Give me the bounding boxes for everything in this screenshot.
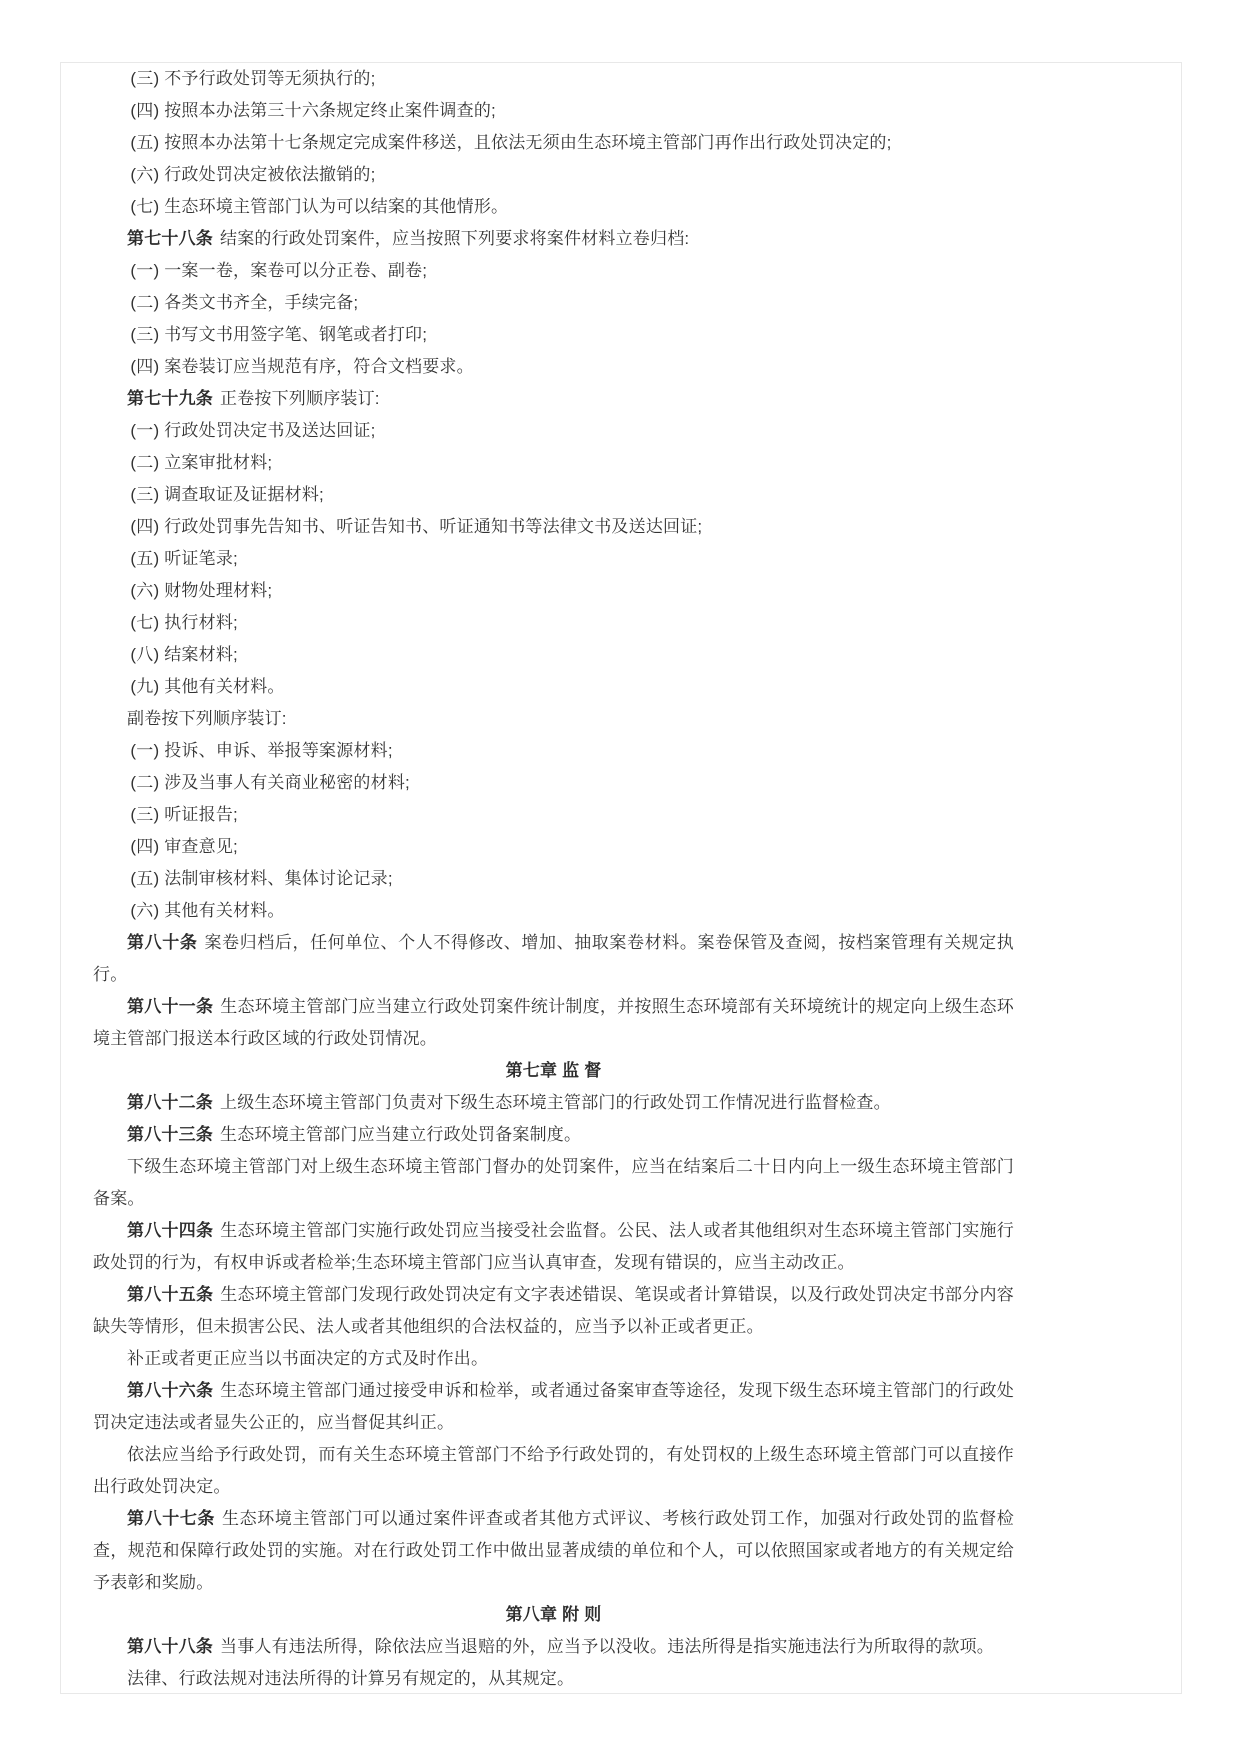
article-text: 正卷按下列顺序装订:: [220, 389, 380, 408]
law-article: [93, 223, 1014, 255]
list-item: (三) 调查取证及证据材料;: [130, 485, 324, 504]
article-text: 生态环境主管部门可以通过案件评查或者其他方式评议、考核行政处罚工作，加强对行政处罚的监督检查，规范和保障行政处罚的实施。对在行政处罚工作中做出显著成绩的单位和个人，可以依照国家或者地方的有关规定给予表彰和奖励。: [93, 1509, 1015, 1592]
article-text: 生态环境主管部门发现行政处罚决定有文字表述错误、笔误或者计算错误，以及行政处罚决定书部分内容缺失等情形，但未损害公民、法人或者其他组织的合法权益的，应当予以补正或者更正。: [93, 1285, 1014, 1336]
law-article: [93, 1215, 1014, 1279]
article-text: 当事人有违法所得，除依法应当退赔的外，应当予以没收。违法所得是指实施违法行为所取得的款项。: [220, 1637, 994, 1656]
article-text: 上级生态环境主管部门负责对下级生态环境主管部门的行政处罚工作情况进行监督检查。: [220, 1093, 891, 1112]
law-article: [93, 1503, 1014, 1599]
law-article: [93, 991, 1014, 1055]
article-text: 生态环境主管部门应当建立行政处罚案件统计制度，并按照生态环境部有关环境统计的规定向上级生态环境主管部门报送本行政区域的行政处罚情况。: [93, 997, 1014, 1048]
list-item: (一) 一案一卷，案卷可以分正卷、副卷;: [130, 261, 428, 280]
list-item: (九) 其他有关材料。: [130, 677, 285, 696]
article-number: 第八十二条: [127, 1093, 213, 1112]
article-number: 第八十五条: [127, 1285, 214, 1304]
list-item: (一) 投诉、申诉、举报等案源材料;: [130, 741, 393, 760]
article-number: 第八十条: [127, 933, 198, 952]
list-item: (六) 行政处罚决定被依法撤销的;: [130, 165, 376, 184]
paragraph: 补正或者更正应当以书面决定的方式及时作出。: [127, 1349, 489, 1368]
article-text: 生态环境主管部门实施行政处罚应当接受社会监督。公民、法人或者其他组织对生态环境主管部门实施行政处罚的行为，有权申诉或者检举;生态环境主管部门应当认真审查，发现有错误的，应当主动改正。: [93, 1221, 1014, 1272]
article-number: 第七十八条: [127, 229, 213, 248]
list-item: (五) 按照本办法第十七条规定完成案件移送，且依法无须由生态环境主管部门再作出行政处罚决定的;: [130, 133, 892, 152]
list-item: (二) 立案审批材料;: [130, 453, 273, 472]
article-text: 生态环境主管部门通过接受申诉和检举，或者通过备案审查等途径，发现下级生态环境主管部门的行政处罚决定违法或者显失公正的，应当督促其纠正。: [93, 1381, 1014, 1432]
paragraph: 下级生态环境主管部门对上级生态环境主管部门督办的处罚案件，应当在结案后二十日内向上一级生态环境主管部门备案。: [93, 1157, 1014, 1208]
document-page: [60, 62, 1182, 1694]
law-article: [93, 1279, 1014, 1343]
article-number: 第八十六条: [127, 1381, 214, 1400]
list-item: (五) 听证笔录;: [130, 549, 238, 568]
list-item: (四) 行政处罚事先告知书、听证告知书、听证通知书等法律文书及送达回证;: [130, 517, 703, 536]
law-article: [93, 1375, 1014, 1439]
list-item: (五) 法制审核材料、集体讨论记录;: [130, 869, 393, 888]
paragraph: 法律、行政法规对违法所得的计算另有规定的，从其规定。: [127, 1669, 575, 1688]
law-article: [93, 1119, 1014, 1151]
article-text: 生态环境主管部门应当建立行政处罚备案制度。: [220, 1125, 582, 1144]
list-item: (一) 行政处罚决定书及送达回证;: [130, 421, 376, 440]
article-text: 案卷归档后，任何单位、个人不得修改、增加、抽取案卷材料。案卷保管及查阅，按档案管理有关规定执行。: [93, 933, 1014, 984]
list-item: (四) 按照本办法第三十六条规定终止案件调查的;: [130, 101, 496, 120]
list-item: (四) 审查意见;: [130, 837, 238, 856]
list-item: (七) 执行材料;: [130, 613, 238, 632]
list-item: (七) 生态环境主管部门认为可以结案的其他情形。: [130, 197, 509, 216]
list-item: (六) 财物处理材料;: [130, 581, 273, 600]
article-number: 第八十一条: [127, 997, 214, 1016]
article-number: 第八十七条: [127, 1509, 216, 1528]
law-article: [93, 383, 1014, 415]
law-article: [93, 1631, 1014, 1663]
article-number: 第八十四条: [127, 1221, 214, 1240]
list-item: (三) 听证报告;: [130, 805, 238, 824]
list-item: (三) 书写文书用签字笔、钢笔或者打印;: [130, 325, 428, 344]
law-article: [93, 927, 1014, 991]
paragraph: 副卷按下列顺序装订:: [127, 709, 287, 728]
article-number: 第七十九条: [127, 389, 213, 408]
list-item: (四) 案卷装订应当规范有序，符合文档要求。: [130, 357, 474, 376]
paragraph: 依法应当给予行政处罚，而有关生态环境主管部门不给予行政处罚的，有处罚权的上级生态环境主管部门可以直接作出行政处罚决定。: [93, 1445, 1014, 1496]
article-text: 结案的行政处罚案件，应当按照下列要求将案件材料立卷归档:: [220, 229, 690, 248]
chapter-heading: 第七章 监 督: [505, 1061, 602, 1080]
list-item: (三) 不予行政处罚等无须执行的;: [130, 69, 376, 88]
chapter-heading: 第八章 附 则: [505, 1605, 602, 1624]
list-item: (二) 各类文书齐全，手续完备;: [130, 293, 359, 312]
article-number: 第八十八条: [127, 1637, 213, 1656]
list-item: (六) 其他有关材料。: [130, 901, 285, 920]
document-content: [93, 63, 1014, 1694]
article-number: 第八十三条: [127, 1125, 213, 1144]
list-item: (二) 涉及当事人有关商业秘密的材料;: [130, 773, 410, 792]
law-article: [93, 1087, 1014, 1119]
list-item: (八) 结案材料;: [130, 645, 238, 664]
